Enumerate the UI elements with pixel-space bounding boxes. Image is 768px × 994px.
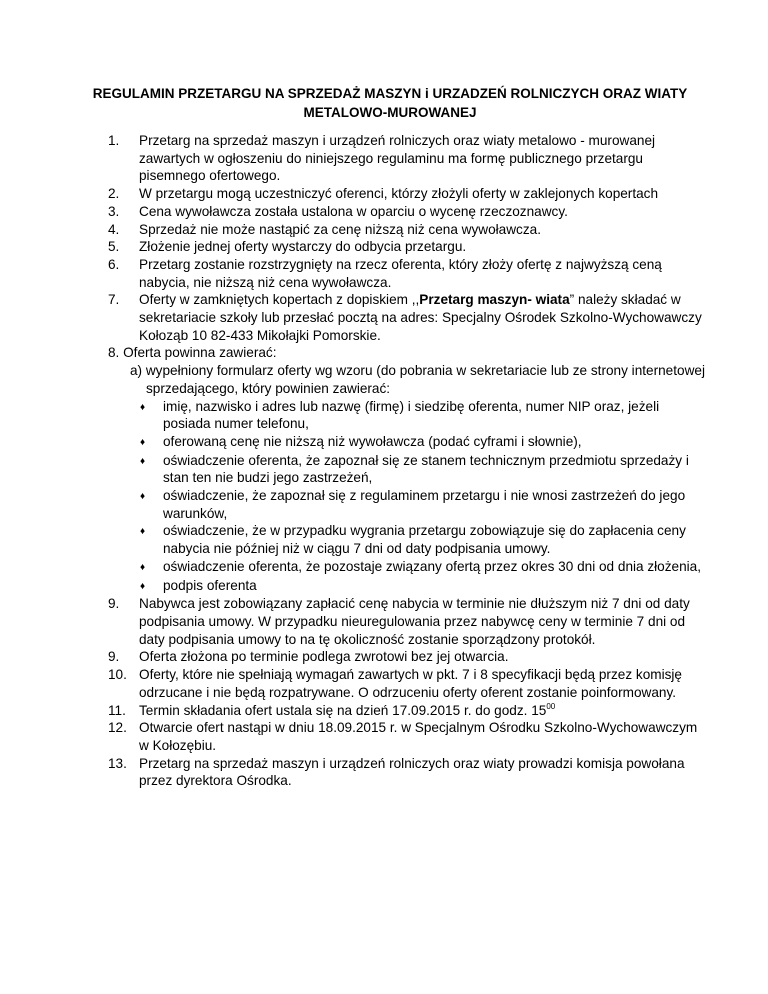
bullet-item: ♦ podpis oferenta: [140, 577, 708, 596]
diamond-bullet-icon: ♦: [140, 561, 146, 573]
time-superscript: 00: [546, 701, 556, 711]
diamond-bullet-icon: ♦: [140, 401, 146, 413]
title-line-1: REGULAMIN PRZETARGU NA SPRZEDAŻ MASZYN i URZADZEŃ ROLNICZYCH ORAZ WIATY: [92, 86, 688, 101]
list-item: 3. Cena wywoławcza została ustalona w oparciu o wycenę rzeczoznawcy.: [108, 203, 568, 219]
sub-item-a: a) wypełniony formularz oferty wg wzoru (do pobrania w sekretariacie lub ze strony internetowej sprzedającego, który powinien zawierać:: [130, 363, 705, 396]
document-title: [90, 84, 690, 122]
list-item: 4. Sprzedaż nie może nastąpić za cenę niższą niż cena wywoławcza.: [108, 221, 541, 237]
regulations-list: [108, 132, 708, 790]
list-item: 9. Nabywca jest zobowiązany zapłacić cenę nabycia w terminie nie dłuższym niż 7 dni od daty podpisania umowy. W przypadku nieuregulowania przez nabywcę ceny w terminie 7 dni od daty podpisania umowy to na tę okoliczność zostanie sporządzony protokół.: [108, 596, 690, 647]
list-item: 10. Oferty, które nie spełniają wymagań zawartych w pkt. 7 i 8 specyfikacji będą przez komisję odrzucane i nie będą rozpatrywane. O odrzuceniu oferty oferent zostanie poinformowany.: [108, 667, 682, 700]
list-item: 6. Przetarg zostanie rozstrzygnięty na rzecz oferenta, który złoży ofertę z najwyższą ceną nabycia, nie niższą niż cena wywoławcza.: [108, 256, 662, 290]
bullet-item: ♦ oświadczenie oferenta, że zapoznał się ze stanem technicznym przedmiotu sprzedaży i stan ten nie budzi jego zastrzeżeń,: [140, 452, 689, 486]
diamond-bullet-icon: ♦: [140, 491, 146, 503]
list-item: 9. Oferta złożona po terminie podlega zwrotowi bez jej otwarcia.: [108, 649, 509, 665]
bullet-item: ♦ imię, nazwisko i adres lub nazwę (firmę) i siedzibę oferenta, numer NIP oraz, jeżeli posiada numer telefonu,: [140, 398, 660, 432]
diamond-bullet-icon: ♦: [140, 526, 146, 538]
bullet-item: ♦ oświadczenie oferenta, że pozostaje związany ofertą przez okres 30 dni od dnia złożenia,: [140, 558, 708, 577]
list-item: 13. Przetarg na sprzedaż maszyn i urządzeń rolniczych oraz wiaty prowadzi komisja powołana przez dyrektora Ośrodka.: [108, 755, 685, 789]
list-item: 12. Otwarcie ofert nastąpi w dniu 18.09.2015 r. w Specjalnym Ośrodku Szkolno-Wychowawczym w Kołozębiu.: [108, 720, 698, 753]
diamond-bullet-icon: ♦: [140, 455, 146, 467]
list-item-7: 7. Oferty w zamkniętych kopertach z dopiskiem ,,Przetarg maszyn- wiata” należy składać w sekretariacie szkoły lub przesłać pocztą na adres: Specjalny Ośrodek Szkolno-Wychowawczy Kołoząb 10 82-433 Mikołajki Pomorskie.: [108, 292, 702, 343]
list-item: 1. Przetarg na sprzedaż maszyn i urządzeń rolniczych oraz wiaty metalowo - murowanej zawartych w ogłoszeniu do niniejszego regulaminu ma formę publicznego przetargu pisemnego ofertowego.: [108, 133, 656, 184]
diamond-bullet-icon: ♦: [140, 436, 146, 448]
diamond-bullet-icon: ♦: [140, 580, 146, 592]
title-line-2: METALOWO-MUROWANEJ: [303, 105, 477, 120]
list-item-8-heading: 8. Oferta powinna zawierać:: [108, 345, 277, 361]
list-item-11: 11. Termin składania ofert ustala się na dzień 17.09.2015 r. do godz. $15^{00}$: [108, 701, 556, 718]
bullet-item: ♦ oświadczenie, że zapoznał się z regulaminem przetargu i nie wnosi zastrzeżeń do jego warunków,: [140, 488, 686, 521]
list-item: 5. Złożenie jednej oferty wystarczy do odbycia przetargu.: [108, 239, 467, 255]
list-item: 2. W przetargu mogą uczestniczyć oferenci, którzy złożyli oferty w zaklejonych kopertach: [108, 186, 659, 202]
bullet-item: ♦ oferowaną cenę nie niższą niż wywoławcza (podać cyframi i słownie),: [140, 433, 708, 452]
bullet-item: ♦ oświadczenie, że w przypadku wygrania przetargu zobowiązuje się do zapłacenia ceny nabycia nie później niż w ciągu 7 dni od daty podpisania umowy.: [140, 523, 686, 557]
bold-label: Przetarg maszyn- wiata: [419, 292, 570, 308]
